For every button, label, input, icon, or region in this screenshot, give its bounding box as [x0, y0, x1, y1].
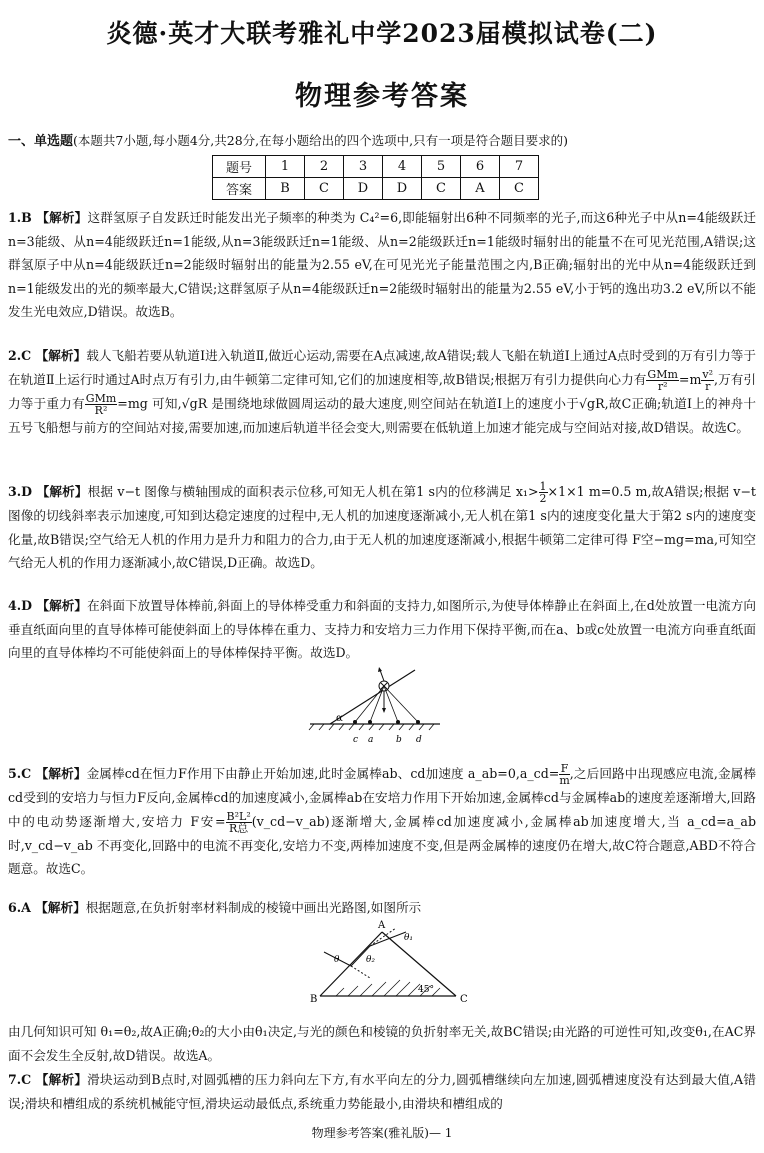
point-label: c	[353, 735, 359, 745]
point-label: d	[416, 735, 422, 745]
table-cell: 4	[383, 156, 422, 178]
item-lead: 6.A 【解析】	[8, 900, 86, 915]
row-header: 答案	[213, 178, 266, 200]
page-footer: 物理参考答案(雅礼版)— 1	[311, 1126, 453, 1140]
table-row	[213, 178, 539, 200]
item-lead: 1.B 【解析】	[8, 210, 88, 225]
row-header: 题号	[213, 156, 266, 178]
item-text: 在斜面下放置导体棒前,斜面上的导体棒受重力和斜面的支持力,如图所示,为使导体棒静止在斜面上,在d处放置一电流方向垂直纸面向里的直导体棒可能使斜面上的导体棒在重力、支持力和安培力三力作用下保持平衡,而在a、b或c处放置一电流方向垂直纸面向里的直导体棒均不可能使斜面上的导体棒保持平衡。故选D。	[8, 598, 756, 660]
vertex-label: B	[310, 994, 318, 1005]
table-cell: 7	[500, 156, 539, 178]
answer-item-6	[8, 896, 756, 920]
item-lead: 4.D 【解析】	[8, 598, 88, 613]
section-heading	[8, 130, 758, 149]
answer-item-7	[8, 1068, 756, 1115]
section-label: 一、单选题	[8, 134, 74, 149]
table-cell: B	[266, 178, 305, 200]
denominator: m	[559, 774, 570, 787]
answer-item-3	[8, 480, 756, 575]
item-text: =mg 可知,√gR 是围绕地球做圆周运动的最大速度,则空间站在轨道Ⅰ上的速度小于√gR,故C正确;轨道Ⅰ上的神舟十五号飞船想与前方的空间站对接,需要加速,而加速后轨道半径会变大,则需要在低轨道上加速才能完成与空间站对接,故D错误。故选C。	[8, 395, 757, 435]
item-text: 载人飞船若要从轨道Ⅰ进入轨道Ⅱ,做近心运动,需要在A点减速,故A错误;载人飞船在轨道Ⅰ上通过A点时受到的万有引力等于在轨道Ⅱ上运行时通过A时点万有引力,由牛顿第二定律可知,它们的加速度相等,故B错误;根据万有引力提供向心力有	[8, 348, 756, 387]
table-cell: 1	[266, 156, 305, 178]
item-lead: 7.C 【解析】	[8, 1072, 88, 1087]
numerator: v²	[702, 367, 714, 381]
fraction	[85, 393, 117, 416]
normal-force-arrow	[380, 670, 384, 681]
item-text: 金属棒cd在恒力F作用下由静止开始加速,此时金属棒ab、cd加速度 a_ab=0,a_cd=	[86, 766, 560, 781]
angle-label: θ₂	[366, 955, 376, 965]
angle-label: 45°	[418, 985, 434, 995]
numerator: 1	[539, 480, 547, 493]
item-text: =m	[678, 371, 702, 387]
table-cell: D	[383, 178, 422, 200]
table-cell: A	[461, 178, 500, 200]
prism-figure	[306, 918, 476, 1006]
answer-item-4	[8, 594, 756, 665]
denominator: r²	[657, 379, 668, 393]
point-label: a	[368, 735, 374, 745]
item-text: 滑块运动到B点时,对圆弧槽的压力斜向左下方,有水平向左的分力,圆弧槽继续向左加速,圆弧槽速度没有达到最大值,A错误;滑块和槽组成的系统机械能守恒,滑块运动最低点,系统重力势能最小,由滑块和槽组成的	[8, 1072, 756, 1111]
numerator: B²L²	[226, 809, 251, 823]
denominator: R总	[228, 821, 249, 835]
answer-item-5	[8, 762, 756, 881]
fraction	[701, 369, 714, 392]
item-text: 这群氢原子自发跃迁时能发出光子频率的种类为 C₄²=6,即能辐射出6种不同频率的光子,而这6种光子中从n=4能级跃迁n=3能级、从n=4能级跃迁n=1能级,从n=3能级跃迁n=1能级、从n=2能级跃迁n=1能级时辐射出的能量不在可见光范围,A错误;这群氢原子中从n=4能级跃迁n=2能级时辐射出的能量为2.55 eV,在可见光光子能量范围之内,B正确;辐射出的光中从n=4能级跃迁到n=1能级发出的光的频率最大,C错误;这群氢原子从n=4能级跃迁n=2能级时辐射出的能量为2.55 eV,小于钙的逸出功3.2 eV,所以不能发生光电效应,D错误。故选B。	[8, 210, 756, 319]
item-text: ,之后回路中出现感应电流,金属棒cd受到的安培力与恒力F反向,金属棒cd的加速度减小,金属棒ab在安培力作用下开始加速,金属棒cd与金属棒ab的速度差逐渐增大,回路中的电动势逐渐增大,安培力 F安=	[8, 766, 756, 829]
numerator: F	[560, 762, 569, 775]
fraction	[539, 481, 548, 504]
angle-label: θ	[334, 955, 340, 965]
item-text: ,万有引力等于重力有	[8, 371, 756, 411]
item-text: 根据题意,在负折射率材料制成的棱镜中画出光路图,如图所示	[85, 900, 422, 915]
table-cell: C	[500, 178, 539, 200]
table-cell: C	[422, 178, 461, 200]
item-lead: 5.C 【解析】	[8, 766, 87, 781]
answer-table	[212, 155, 539, 200]
table-cell: 5	[422, 156, 461, 178]
table-cell: 6	[461, 156, 500, 178]
exam-title: 炎德·英才大联考雅礼中学2023届模拟试卷(二)	[106, 19, 658, 48]
item-lead: 2.C 【解析】	[8, 348, 87, 363]
item-lead: 3.D 【解析】	[8, 484, 88, 499]
fraction	[226, 811, 252, 834]
point-label: b	[396, 735, 402, 745]
normal-line	[351, 966, 370, 978]
vertex-label: A	[378, 920, 386, 931]
section-note: (本题共7小题,每小题4分,共28分,在每小题给出的四个选项中,只有一项是符合题目要求的)	[73, 133, 568, 148]
table-cell: 3	[344, 156, 383, 178]
table-row	[213, 156, 539, 178]
denominator: R²	[94, 403, 108, 417]
angle-label: θ₁	[404, 933, 414, 943]
vertex-label: C	[460, 994, 468, 1005]
numerator: GMm	[647, 367, 678, 381]
fraction	[646, 369, 678, 392]
incline-figure	[300, 664, 450, 752]
answer-item-2	[8, 344, 756, 439]
table-cell: 2	[305, 156, 344, 178]
item-text: ×1×1 m=0.5 m,故A错误;根据 v−t 图像的切线斜率表示加速度,可知到达稳定速度的过程中,无人机的加速度逐渐减小,无人机在第1 s内的速度变化量大于第2 s内的速度变化量,故B错误;空气给无人机的作用力是升力和阻力的合力,由于无人机的加速度逐渐减小,根据牛顿第二定律可得 F空−mg=ma,可知空气给无人机的作用力逐渐减小,故C错误,D正确。故选D。	[8, 484, 756, 570]
page-title: 物理参考答案	[295, 81, 469, 112]
ground-hatch	[309, 724, 434, 730]
item-text: (v_cd−v_ab)逐渐增大,金属棒cd加速度减小,金属棒ab加速度增大,当 a_cd=a_ab 时,v_cd−v_ab 不再变化,回路中的电流不再变化,安培力不变,两棒加速度不变,但是两金属棒的速度仍在增大,故C符合题意,ABD不符合题意。故选C。	[8, 813, 757, 876]
answer-item-1	[8, 206, 756, 324]
fraction	[559, 763, 569, 786]
numerator: GMm	[85, 391, 117, 405]
angle-label: α	[336, 713, 343, 724]
answer-item-6-conclusion	[8, 1020, 756, 1067]
item-text: 由几何知识可知 θ₁=θ₂,故A正确;θ₂的大小由θ₁决定,与光的颜色和棱镜的负折射率无关,故BC错误;由光路的可逆性可知,改变θ₁,在AC界面不会发生全反射,故D错误。故选A。	[8, 1024, 756, 1063]
field-lines	[355, 686, 418, 722]
table-cell: D	[344, 178, 383, 200]
item-text: 根据 v−t 图像与横轴围成的面积表示位移,可知无人机在第1 s内的位移满足 x₁>	[87, 484, 539, 499]
denominator: 2	[539, 492, 547, 505]
denominator: r	[705, 379, 711, 393]
table-cell: C	[305, 178, 344, 200]
